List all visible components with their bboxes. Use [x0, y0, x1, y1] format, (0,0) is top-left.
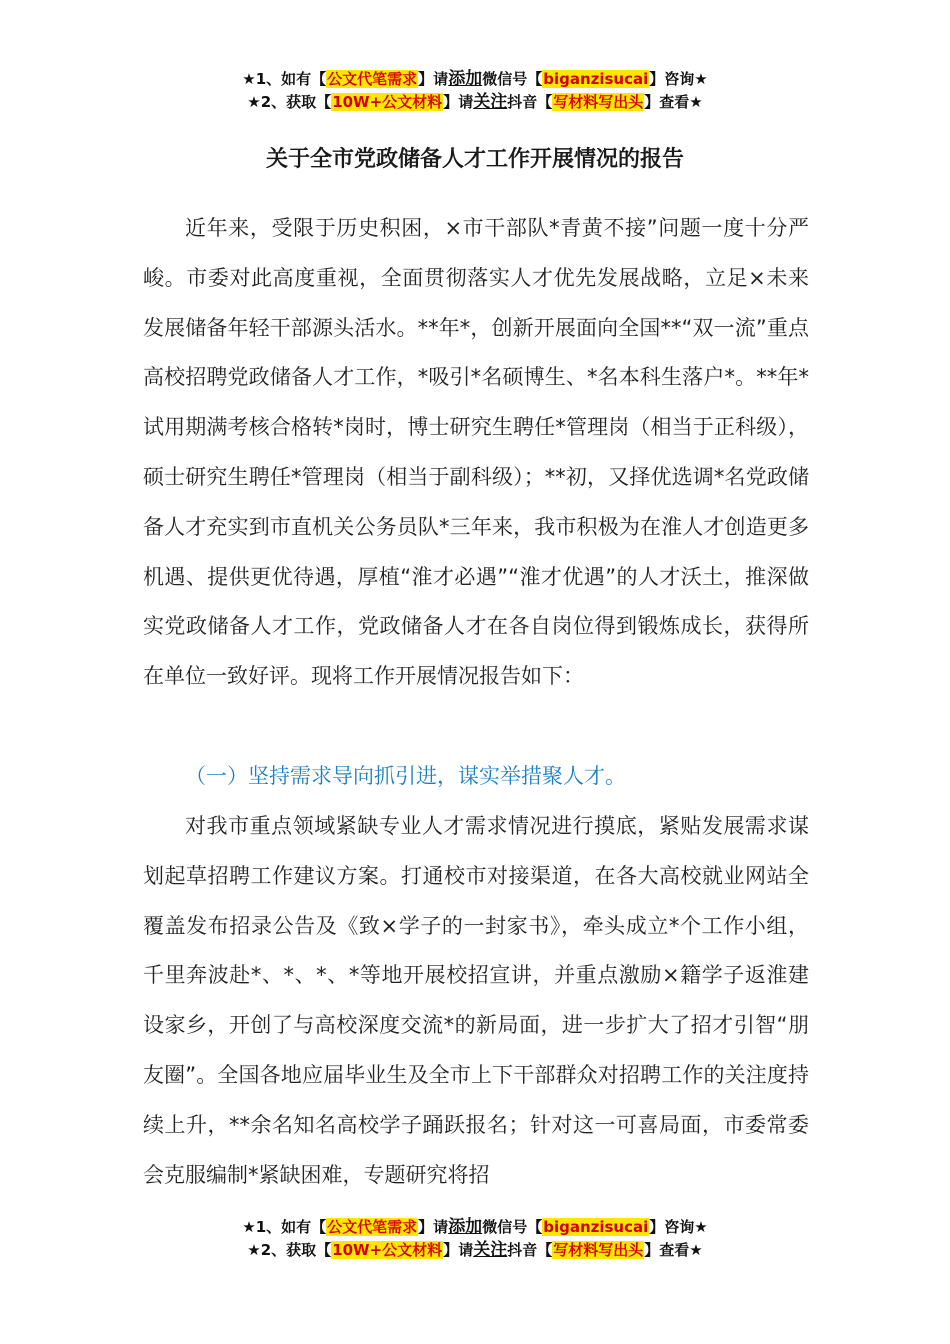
promo-line-1: ★1、如有【公文代笔需求】请添加微信号【biganzisucai】咨询★ [242, 69, 708, 89]
highlight-tag: 10W+公文材料 [332, 1241, 443, 1259]
highlight-tag: biganzisucai [543, 1218, 649, 1236]
highlight-tag: 写材料写出头 [553, 93, 644, 111]
promo-line-2: ★2、获取【10W+公文材料】请关注抖音【写材料写出头】查看★ [247, 92, 703, 112]
promo-line-2: ★2、获取【10W+公文材料】请关注抖音【写材料写出头】查看★ [247, 1240, 703, 1260]
document-title: 关于全市党政储备人才工作开展情况的报告 [265, 147, 684, 172]
highlight-tag: 公文代笔需求 [327, 1218, 418, 1236]
highlight-tag: biganzisucai [543, 70, 649, 88]
highlight-tag: 写材料写出头 [553, 1241, 644, 1259]
body-paragraph-1: 近年来，受限于历史积困，×市干部队*青黄不接”问题一度十分严峻。市委对此高度重视，全面贯彻落实人才优先发展战略，立足×未来发展储备年轻干部源头活水。**年*，创新开展面向全国**“双一流”重点高校招聘党政储备人才工作，*吸引*名硕博生、*名本科生落户*。**年*试用期满考核合格转*岗时，博士研究生聘任*管理岗（相当于正科级），硕士研究生聘任*管理岗（相当于副科级）；**初，又择优选调*名党政储备人才充实到市直机关公务员队*三年来，我市积极为在淮人才创造更多机遇、提供更优待遇，厚植“淮才必遇”“淮才优遇”的人才沃土，推深做实党政储备人才工作，党政储备人才在各自岗位得到锻炼成长，获得所在单位一致好评。现将工作开展情况报告如下： [143, 216, 809, 689]
promo-banner-bottom [0, 1216, 950, 1262]
highlight-tag: 10W+公文材料 [332, 93, 443, 111]
body-paragraph-2: 对我市重点领域紧缺专业人才需求情况进行摸底，紧贴发展需求谋划起草招聘工作建议方案。打通校市对接渠道，在各大高校就业网站全覆盖发布招录公告及《致×学子的一封家书》，牵头成立*个工作小组，千里奔波赴*、*、*、*等地开展校招宣讲，并重点激励×籍学子返淮建设家乡，开创了与高校深度交流*的新局面，进一步扩大了招才引智“朋友圈”。全国各地应届毕业生及全市上下干部群众对招聘工作的关注度持续上升，**余名知名高校学子踊跃报名；针对这一可喜局面，市委常委会克服编制*紧缺困难，专题研究将招 [143, 814, 809, 1187]
highlight-tag: 公文代笔需求 [327, 70, 418, 88]
section-heading-1: （一）坚持需求导向抓引进，谋实举措聚人才。 [185, 764, 626, 788]
promo-line-1: ★1、如有【公文代笔需求】请添加微信号【biganzisucai】咨询★ [242, 1217, 708, 1237]
promo-banner-top [0, 68, 950, 114]
